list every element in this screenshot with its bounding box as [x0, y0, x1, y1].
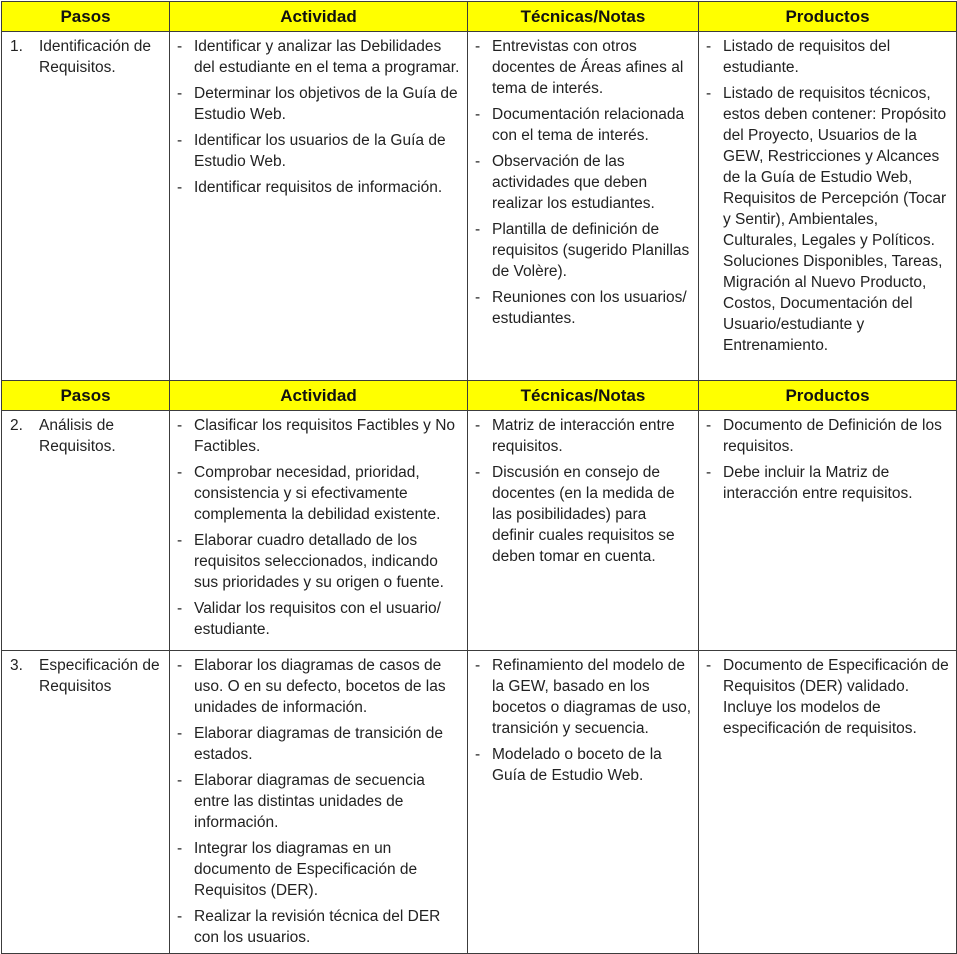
list-item: - Reuniones con los usuarios/ estudiantes.	[475, 289, 687, 327]
header-actividad: Actividad	[170, 381, 468, 411]
list-item: - Identificar requisitos de información.	[177, 179, 443, 196]
table-row	[2, 411, 957, 651]
header-pasos: Pasos	[2, 381, 170, 411]
step-cell	[2, 32, 170, 381]
list-item: - Documento de Definición de los requisitos.	[706, 417, 942, 455]
list-item: - Elaborar diagramas de secuencia entre las distintas unidades de información.	[177, 772, 425, 831]
list-item: - Clasificar los requisitos Factibles y No Factibles.	[177, 417, 456, 455]
step-number: 3.	[10, 657, 23, 674]
header-row	[2, 2, 957, 32]
actividad-cell	[170, 411, 468, 651]
list-item: - Debe incluir la Matriz de interacción entre requisitos.	[706, 464, 913, 502]
requirements-process-table	[1, 1, 957, 954]
tecnicas-cell	[468, 411, 699, 651]
list-item: - Observación de las actividades que deben realizar los estudiantes.	[475, 153, 655, 212]
table-row	[2, 651, 957, 954]
step-number: 2.	[10, 417, 23, 434]
header-row	[2, 381, 957, 411]
list-item: - Validar los requisitos con el usuario/ estudiante.	[177, 600, 441, 638]
list-item: - Listado de requisitos del estudiante.	[706, 38, 891, 76]
list-item: - Comprobar necesidad, prioridad, consistencia y si efectivamente complementa la debilidad existente.	[177, 464, 441, 523]
list-item: - Realizar la revisión técnica del DER con los usuarios.	[177, 908, 441, 946]
list-item: - Documento de Especificación de Requisitos (DER) validado. Incluye los modelos de especificación de requisitos.	[706, 657, 949, 737]
header-productos: Productos	[699, 381, 957, 411]
list-item: - Determinar los objetivos de la Guía de Estudio Web.	[177, 85, 458, 123]
step-cell	[2, 411, 170, 651]
header-tecnicas: Técnicas/Notas	[468, 2, 699, 32]
actividad-cell	[170, 651, 468, 954]
productos-cell	[699, 32, 957, 381]
list-item: - Elaborar diagramas de transición de estados.	[177, 725, 443, 763]
list-item: - Documentación relacionada con el tema de interés.	[475, 106, 685, 144]
table-row	[2, 32, 957, 381]
step-number: 1.	[10, 38, 23, 55]
step-cell	[2, 651, 170, 954]
list-item: - Refinamiento del modelo de la GEW, basado en los bocetos o diagramas de uso, transición y secuencia.	[475, 657, 692, 737]
step-label: Identificación de Requisitos.	[39, 38, 152, 76]
list-item: - Modelado o boceto de la Guía de Estudio Web.	[475, 746, 662, 784]
tecnicas-cell	[468, 651, 699, 954]
tecnicas-cell	[468, 32, 699, 381]
step-label: Especificación de Requisitos	[39, 657, 160, 695]
list-item: - Matriz de interacción entre requisitos.	[475, 417, 675, 455]
header-tecnicas: Técnicas/Notas	[468, 381, 699, 411]
list-item: - Elaborar los diagramas de casos de uso. O en su defecto, bocetos de las unidades de información.	[177, 657, 446, 716]
list-item: - Integrar los diagramas en un documento de Especificación de Requisitos (DER).	[177, 840, 418, 899]
list-item: - Identificar y analizar las Debilidades del estudiante en el tema a programar.	[177, 38, 460, 76]
list-item: - Discusión en consejo de docentes (en la medida de las posibilidades) para definir cuales requisitos se deben tomar en cuenta.	[475, 464, 675, 565]
productos-cell	[699, 411, 957, 651]
list-item: - Listado de requisitos técnicos, estos deben contener: Propósito del Proyecto, Usuarios de la GEW, Restricciones y Alcances de la Guía de Estudio Web, Requisitos de Percepción (Tocar y Sentir), Ambientales, Culturales, Legales y Políticos. Soluciones Disponibles, Tareas, Migración al Nuevo Producto, Costos, Documentación del Usuario/estudiante y Entrenamiento.	[706, 85, 947, 354]
header-pasos: Pasos	[2, 2, 170, 32]
list-item: - Identificar los usuarios de la Guía de Estudio Web.	[177, 132, 446, 170]
actividad-cell	[170, 32, 468, 381]
header-actividad: Actividad	[170, 2, 468, 32]
list-item: - Plantilla de definición de requisitos (sugerido Planillas de Volère).	[475, 221, 690, 280]
header-productos: Productos	[699, 2, 957, 32]
list-item: - Entrevistas con otros docentes de Áreas afines al tema de interés.	[475, 38, 684, 97]
list-item: - Elaborar cuadro detallado de los requisitos seleccionados, indicando sus prioridades y su origen o fuente.	[177, 532, 444, 591]
productos-cell	[699, 651, 957, 954]
step-label: Análisis de Requisitos.	[39, 417, 116, 455]
